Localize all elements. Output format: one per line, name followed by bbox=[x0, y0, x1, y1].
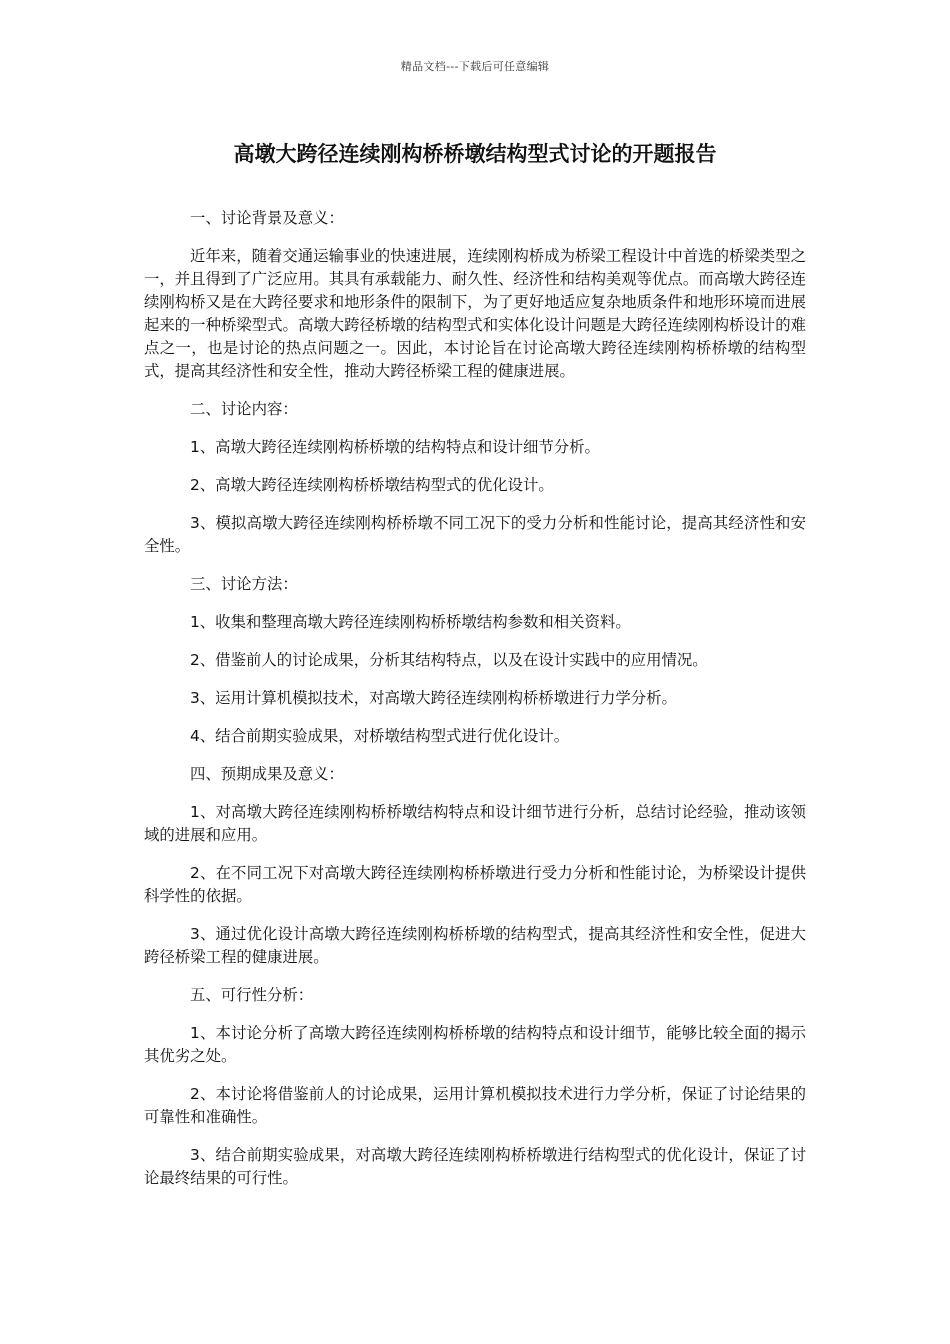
list-item: 2、本讨论将借鉴前人的讨论成果，运用计算机模拟技术进行力学分析，保证了讨论结果的可靠性和准确性。 bbox=[144, 1085, 806, 1126]
list-item: 1、收集和整理高墩大跨径连续刚构桥桥墩结构参数和相关资料。 bbox=[190, 613, 631, 631]
list-item: 3、结合前期实验成果，对高墩大跨径连续刚构桥桥墩进行结构型式的优化设计，保证了讨论最终结果的可行性。 bbox=[144, 1146, 806, 1187]
paragraph-background: 近年来，随着交通运输事业的快速进展，连续刚构桥成为桥梁工程设计中首选的桥梁类型之一，并且得到了广泛应用。其具有承载能力、耐久性、经济性和结构美观等优点。而高墩大跨径连续刚构桥又是在大跨径要求和地形条件的限制下，为了更好地适应复杂地质条件和地形环境而进展起来的一种桥梁型式。高墩大跨径桥墩的结构型式和实体化设计问题是大跨径连续刚构桥设计的难点之一，也是讨论的热点问题之一。因此，本讨论旨在讨论高墩大跨径连续刚构桥桥墩的结构型式，提高其经济性和安全性，推动大跨径桥梁工程的健康进展。 bbox=[144, 247, 806, 380]
list-item: 3、运用计算机模拟技术，对高墩大跨径连续刚构桥桥墩进行力学分析。 bbox=[190, 689, 677, 707]
section-heading-expected-results: 四、预期成果及意义： bbox=[190, 765, 344, 783]
list-item: 2、借鉴前人的讨论成果，分析其结构特点，以及在设计实践中的应用情况。 bbox=[190, 651, 708, 669]
list-item: 1、高墩大跨径连续刚构桥桥墩的结构特点和设计细节分析。 bbox=[190, 438, 600, 456]
list-item: 1、对高墩大跨径连续刚构桥桥墩结构特点和设计细节进行分析，总结讨论经验，推动该领域的进展和应用。 bbox=[144, 803, 806, 844]
list-item: 3、通过优化设计高墩大跨径连续刚构桥桥墩的结构型式，提高其经济性和安全性，促进大跨径桥梁工程的健康进展。 bbox=[144, 925, 806, 966]
list-item: 1、本讨论分析了高墩大跨径连续刚构桥桥墩的结构特点和设计细节，能够比较全面的揭示其优劣之处。 bbox=[144, 1024, 806, 1065]
header-note: 精品文档---下载后可任意编辑 bbox=[400, 60, 550, 73]
list-item: 3、模拟高墩大跨径连续刚构桥桥墩不同工况下的受力分析和性能讨论，提高其经济性和安全性。 bbox=[144, 514, 806, 555]
document-title: 高墩大跨径连续刚构桥桥墩结构型式讨论的开题报告 bbox=[233, 142, 717, 166]
section-heading-background: 一、讨论背景及意义： bbox=[190, 209, 344, 227]
list-item: 2、在不同工况下对高墩大跨径连续刚构桥桥墩进行受力分析和性能讨论，为桥梁设计提供科学性的依据。 bbox=[144, 864, 806, 905]
document-body bbox=[144, 207, 806, 1205]
section-heading-feasibility: 五、可行性分析： bbox=[190, 986, 314, 1004]
list-item: 2、高墩大跨径连续刚构桥桥墩结构型式的优化设计。 bbox=[190, 476, 554, 494]
section-heading-methods: 三、讨论方法： bbox=[190, 575, 298, 593]
list-item: 4、结合前期实验成果，对桥墩结构型式进行优化设计。 bbox=[190, 727, 570, 745]
section-heading-content: 二、讨论内容： bbox=[190, 400, 298, 418]
